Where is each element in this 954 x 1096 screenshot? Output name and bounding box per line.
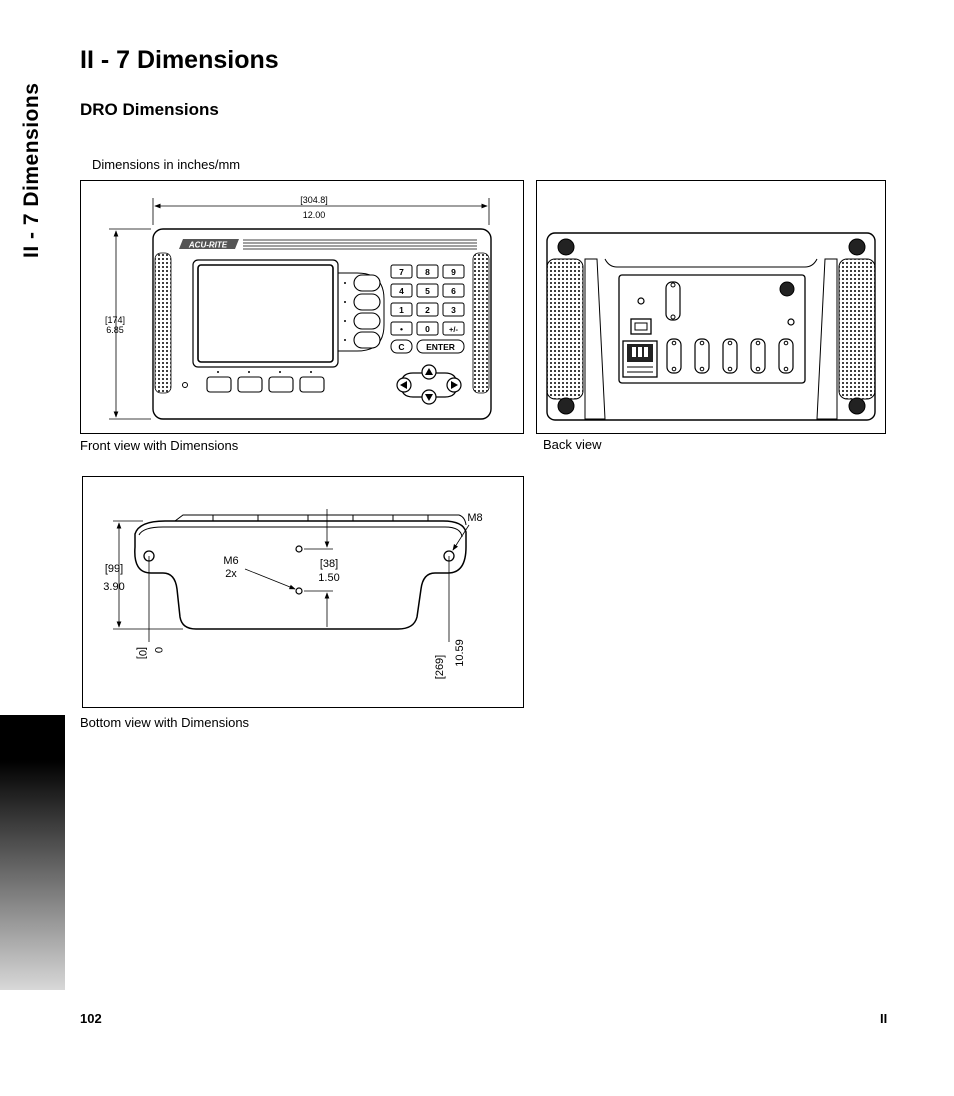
mount-screw-icon [558,398,574,414]
origin-in-label: 0 [152,647,164,654]
depth-mm-label: [99] [104,563,124,575]
depth-in-label: 3.90 [103,581,125,593]
side-softkey-1[interactable] [354,275,380,291]
m8-label: M8 [467,512,483,524]
front-view-drawing [81,181,523,433]
back-right-grille [839,259,875,399]
hole-spacing-mm-label: [38] [319,558,339,570]
left-grille [155,253,171,393]
side-softkey-4[interactable] [354,332,380,348]
encoder-port-icon [779,339,793,373]
power-switch[interactable] [631,319,651,334]
page-number: 102 [80,1011,102,1026]
side-softkey-2[interactable] [354,294,380,310]
bottom-softkey-1[interactable] [207,377,231,392]
key-enter-label: ENTER [426,342,455,352]
bottom-view-figure [82,476,524,708]
key-label: 8 [425,267,430,277]
ground-stud-icon [780,282,794,296]
footer-section: II [880,1011,888,1026]
back-left-grille [547,259,583,399]
bottom-softkey-3[interactable] [269,377,293,392]
mount-screw-icon [849,239,865,255]
mount-screw-icon [849,398,865,414]
back-view-figure [536,180,886,434]
m6-count-label: 2x [225,568,237,580]
key-label: 6 [451,286,456,296]
span-in-label: 10.59 [454,639,466,667]
key-label: 1 [399,305,404,315]
bottom-softkey-4[interactable] [300,377,324,392]
serial-port-icon [666,282,680,320]
units-note: Dimensions in inches/mm [92,157,241,172]
key-label: +/- [449,325,458,334]
height-mm-label: [174] [104,315,126,325]
encoder-port-icon [695,339,709,373]
span-mm-label: [269] [434,654,446,680]
back-view-drawing [537,181,885,433]
key-label: 5 [425,286,430,296]
side-softkey-3[interactable] [354,313,380,329]
encoder-port-icon [723,339,737,373]
display-screen [193,260,338,367]
side-tab [0,0,65,990]
side-tab-label: II - 7 Dimensions [20,82,43,258]
key-label: 0 [425,324,430,334]
key-clear-label: C [398,342,405,352]
brand-label: ACU-RITE [188,240,228,250]
bottom-view-caption: Bottom view with Dimensions [80,715,250,730]
key-label: 7 [399,267,404,277]
encoder-port-icon [751,339,765,373]
key-label: 4 [399,286,404,296]
back-view-caption: Back view [543,437,602,452]
right-grille [473,253,489,393]
m6-hole-rear [296,588,302,594]
width-in-label: 12.00 [302,210,326,220]
key-label: • [400,324,403,334]
height-in-label: 6.85 [106,325,124,335]
hole-spacing-in-label: 1.50 [318,572,340,584]
page-title: II - 7 Dimensions [80,46,279,74]
key-label: 2 [425,305,430,315]
origin-mm-label: [0] [136,647,148,660]
width-mm-label: [304.8] [300,195,328,205]
bottom-view-drawing [83,477,523,707]
front-view-caption: Front view with Dimensions [80,438,239,453]
front-view-figure [80,180,524,434]
section-title: DRO Dimensions [80,100,219,119]
bottom-softkey-2[interactable] [238,377,262,392]
keypad [391,265,464,353]
encoder-port-icon [667,339,681,373]
key-label: 3 [451,305,456,315]
base-outline [135,521,466,629]
m6-label: M6 [223,555,239,567]
key-label: 9 [451,267,456,277]
m6-hole-front [296,546,302,552]
mount-screw-icon [558,239,574,255]
